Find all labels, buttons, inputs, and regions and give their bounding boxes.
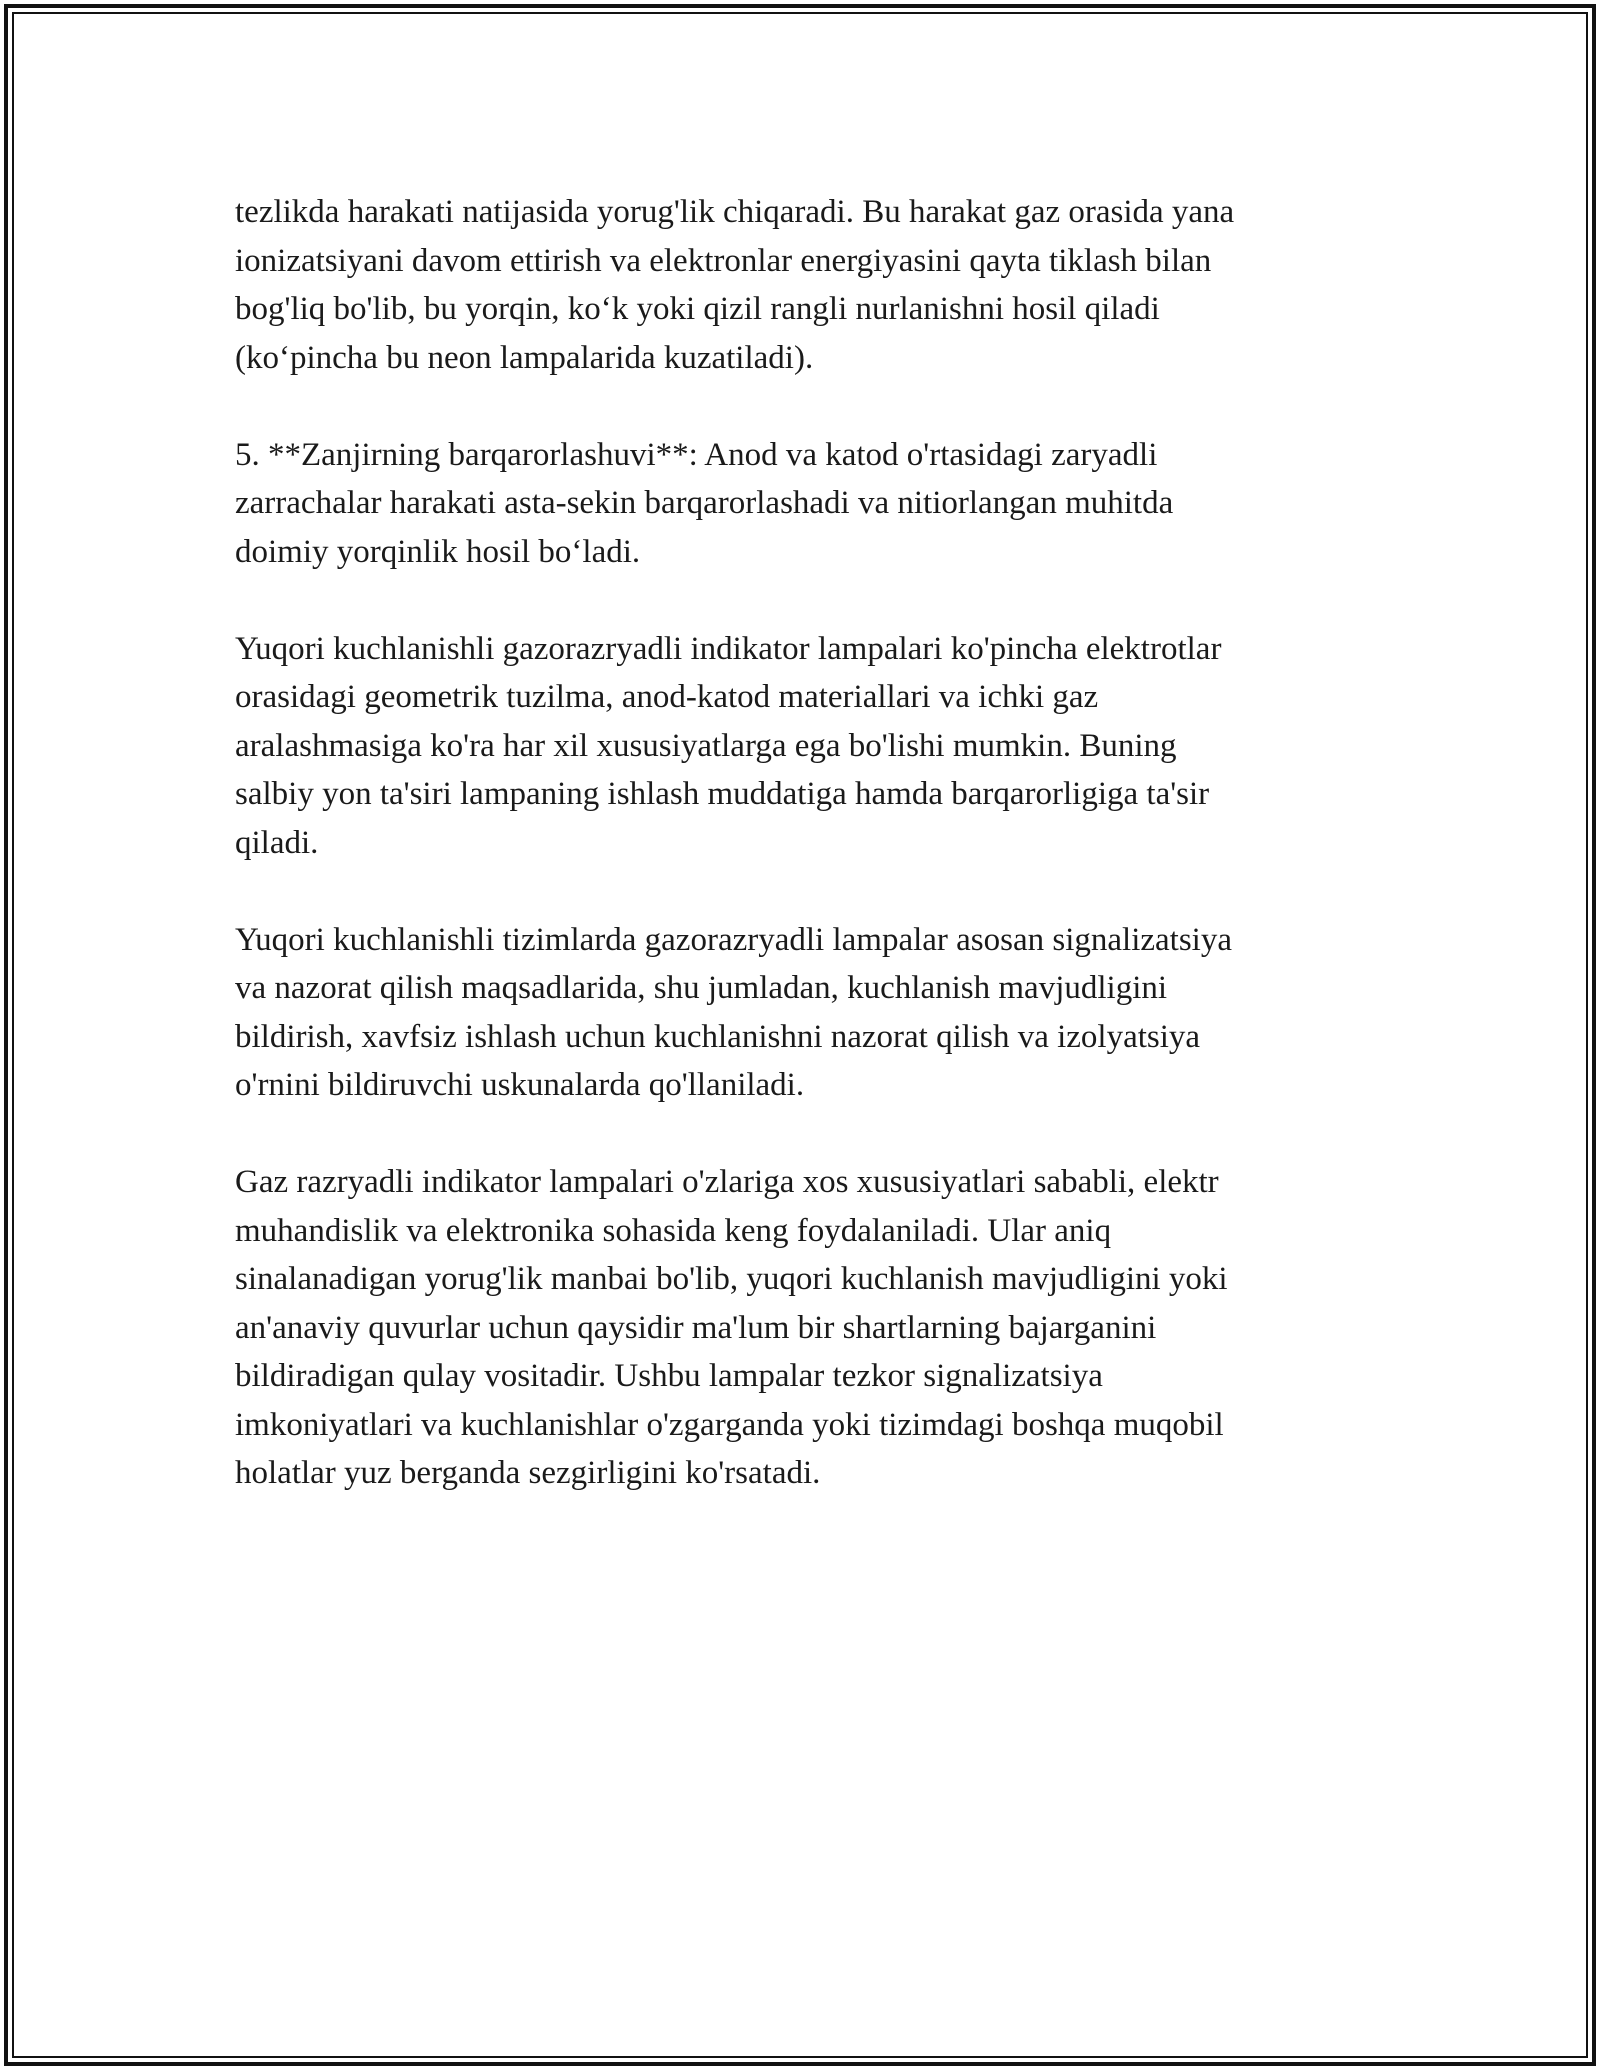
text-line: orasidagi geometrik tuzilma, anod-katod materiallari va ichki gaz (235, 679, 1099, 715)
text-line: tezlikda harakati natijasida yorug'lik chiqaradi. Bu harakat gaz orasida yana (235, 194, 1235, 230)
text-line: qiladi. (235, 824, 319, 861)
text-line: ionizatsiyani davom ettirish va elektronlar energiyasini qayta tiklash bilan (235, 242, 1212, 279)
text-line: salbiy yon ta'siri lampaning ishlash muddatiga hamda barqarorligiga ta'sir (235, 776, 1210, 812)
text-line: 5. **Zanjirning barqarorlashuvi**: Anod va katod o'rtasidagi zaryadli (235, 436, 1158, 473)
text-line: sinalanadigan yorug'lik manbai bo'lib, yuqori kuchlanish mavjudligini yoki (235, 1261, 1228, 1297)
text-line: aralashmasiga ko'ra har xil xususiyatlarga ega bo'lishi mumkin. Buning (235, 727, 1177, 764)
text-line: an'anaviy quvurlar uchun qaysidir ma'lum bir shartlarning bajarganini (235, 1309, 1157, 1346)
text-line: bildiradigan qulay vositadir. Ushbu lampalar tezkor signalizatsiya (235, 1358, 1103, 1394)
paragraph-light-emission (235, 188, 1370, 382)
text-line: imkoniyatlari va kuchlanishlar o'zgarganda yoki tizimdagi boshqa muqobil (235, 1406, 1224, 1443)
text-line: (ko‘pincha bu neon lampalarida kuzatiladi). (235, 339, 814, 376)
paragraph-lamp-properties (235, 625, 1370, 868)
text-line: Gaz razryadli indikator lampalari o'zlariga xos xususiyatlari sababli, elektr (235, 1164, 1219, 1200)
text-line: bildirish, xavfsiz ishlash uchun kuchlanishni nazorat qilish va izolyatsiya (235, 1018, 1201, 1055)
text-line: muhandislik va elektronika sohasida keng foydalaniladi. Ular aniq (235, 1212, 1112, 1249)
text-line: Yuqori kuchlanishli tizimlarda gazorazryadli lampalar asosan signalizatsiya (235, 921, 1232, 958)
document-body (235, 188, 1370, 1546)
text-line: zarrachalar harakati asta-sekin barqarorlashadi va nitiorlangan muhitda (235, 485, 1174, 521)
text-line: va nazorat qilish maqsadlarida, shu jumladan, kuchlanish mavjudligini (235, 970, 1168, 1006)
text-line: doimiy yorqinlik hosil bo‘ladi. (235, 533, 641, 570)
paragraph-chain-stabilization (235, 431, 1370, 577)
text-line: holatlar yuz berganda sezgirligini ko'rsatadi. (235, 1455, 821, 1491)
paragraph-applications (235, 1158, 1370, 1498)
text-line: o'rnini bildiruvchi uskunalarda qo'llaniladi. (235, 1067, 805, 1103)
text-line: Yuqori kuchlanishli gazorazryadli indikator lampalari ko'pincha elektrotlar (235, 630, 1222, 667)
text-line: bog'liq bo'lib, bu yorqin, ko‘k yoki qizil rangli nurlanishni hosil qiladi (235, 291, 1160, 327)
paragraph-high-voltage-systems (235, 916, 1370, 1110)
